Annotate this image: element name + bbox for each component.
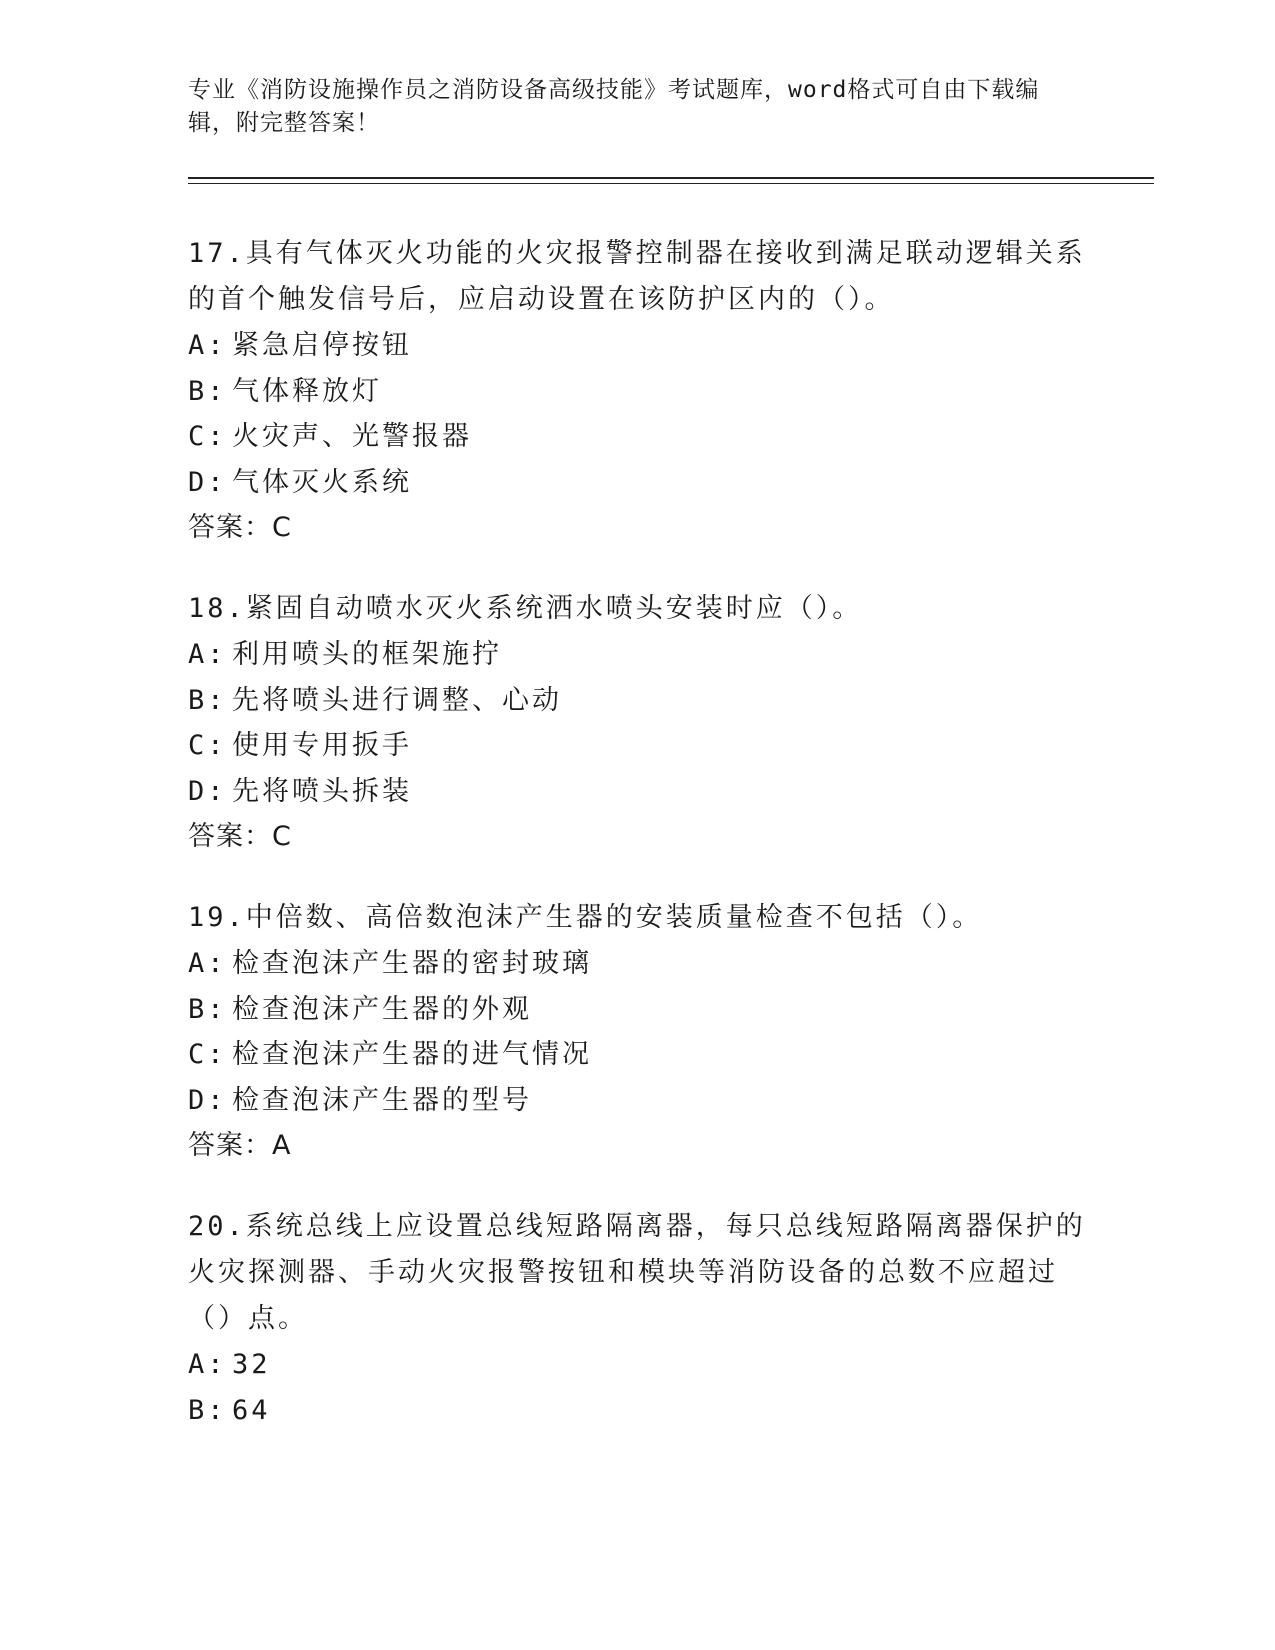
question-list xyxy=(188,231,1088,1468)
question-18 xyxy=(188,586,1088,860)
question-19 xyxy=(188,895,1088,1169)
option-letter: B: xyxy=(188,1394,227,1426)
option-text: 检查泡沫产生器的型号 xyxy=(232,1084,532,1116)
option-letter: B: xyxy=(188,993,227,1025)
option-text: 32 xyxy=(232,1349,271,1380)
option-c xyxy=(188,1032,1088,1078)
option-letter: D: xyxy=(188,466,227,498)
option-text: 火灾声、光警报器 xyxy=(232,421,472,452)
option-letter: C: xyxy=(188,421,227,452)
option-letter: A: xyxy=(188,948,227,979)
option-d xyxy=(188,769,1088,815)
option-text: 先将喷头拆装 xyxy=(232,775,412,807)
option-letter: B: xyxy=(188,684,227,716)
question-stem: 18.紧固自动喷水灭火系统洒水喷头安装时应（）。 xyxy=(188,593,863,624)
option-text: 紧急启停按钮 xyxy=(232,330,412,361)
option-b xyxy=(188,369,1088,415)
option-letter: A: xyxy=(188,330,227,361)
option-b xyxy=(188,1388,1088,1434)
option-letter: D: xyxy=(188,775,227,807)
question-stem: 19.中倍数、高倍数泡沫产生器的安装质量检查不包括（）。 xyxy=(188,902,983,933)
option-b xyxy=(188,987,1088,1033)
question-stem: 20.系统总线上应设置总线短路隔离器，每只总线短路隔离器保护的火灾探测器、手动火灾报警按钮和模块等消防设备的总数不应超过（）点。 xyxy=(188,1211,1086,1334)
option-c xyxy=(188,723,1088,769)
option-letter: D: xyxy=(188,1084,227,1116)
option-text: 气体释放灯 xyxy=(232,375,382,407)
option-letter: A: xyxy=(188,639,227,670)
option-letter: C: xyxy=(188,730,227,761)
option-letter: C: xyxy=(188,1039,227,1070)
question-stem: 17.具有气体灭火功能的火灾报警控制器在接收到满足联动逻辑关系的首个触发信号后，应启动设置在该防护区内的（）。 xyxy=(188,238,1086,315)
header-divider-thin xyxy=(188,183,1154,184)
option-a xyxy=(188,941,1088,987)
option-letter: A: xyxy=(188,1349,227,1380)
option-text: 利用喷头的框架施拧 xyxy=(232,639,502,670)
answer-line: 答案：C xyxy=(188,821,292,852)
option-letter: B: xyxy=(188,375,227,407)
option-text: 64 xyxy=(232,1394,271,1426)
option-d xyxy=(188,1078,1088,1124)
option-c xyxy=(188,414,1088,460)
option-text: 先将喷头进行调整、心动 xyxy=(232,684,562,716)
option-text: 气体灭火系统 xyxy=(232,466,412,498)
question-20 xyxy=(188,1204,1088,1433)
option-text: 检查泡沫产生器的进气情况 xyxy=(232,1039,592,1070)
option-b xyxy=(188,678,1088,724)
option-a xyxy=(188,632,1088,678)
option-text: 使用专用扳手 xyxy=(232,730,412,761)
question-17 xyxy=(188,231,1088,551)
answer-line: 答案：A xyxy=(188,1130,292,1161)
document-header: 专业《消防设施操作员之消防设备高级技能》考试题库，word格式可自由下载编辑，附完整答案！ xyxy=(188,77,1040,136)
answer-line: 答案：C xyxy=(188,512,292,543)
option-a xyxy=(188,323,1088,369)
option-a xyxy=(188,1342,1088,1388)
option-text: 检查泡沫产生器的外观 xyxy=(232,993,532,1025)
option-d xyxy=(188,460,1088,506)
option-text: 检查泡沫产生器的密封玻璃 xyxy=(232,948,592,979)
header-divider-thick xyxy=(188,177,1154,179)
